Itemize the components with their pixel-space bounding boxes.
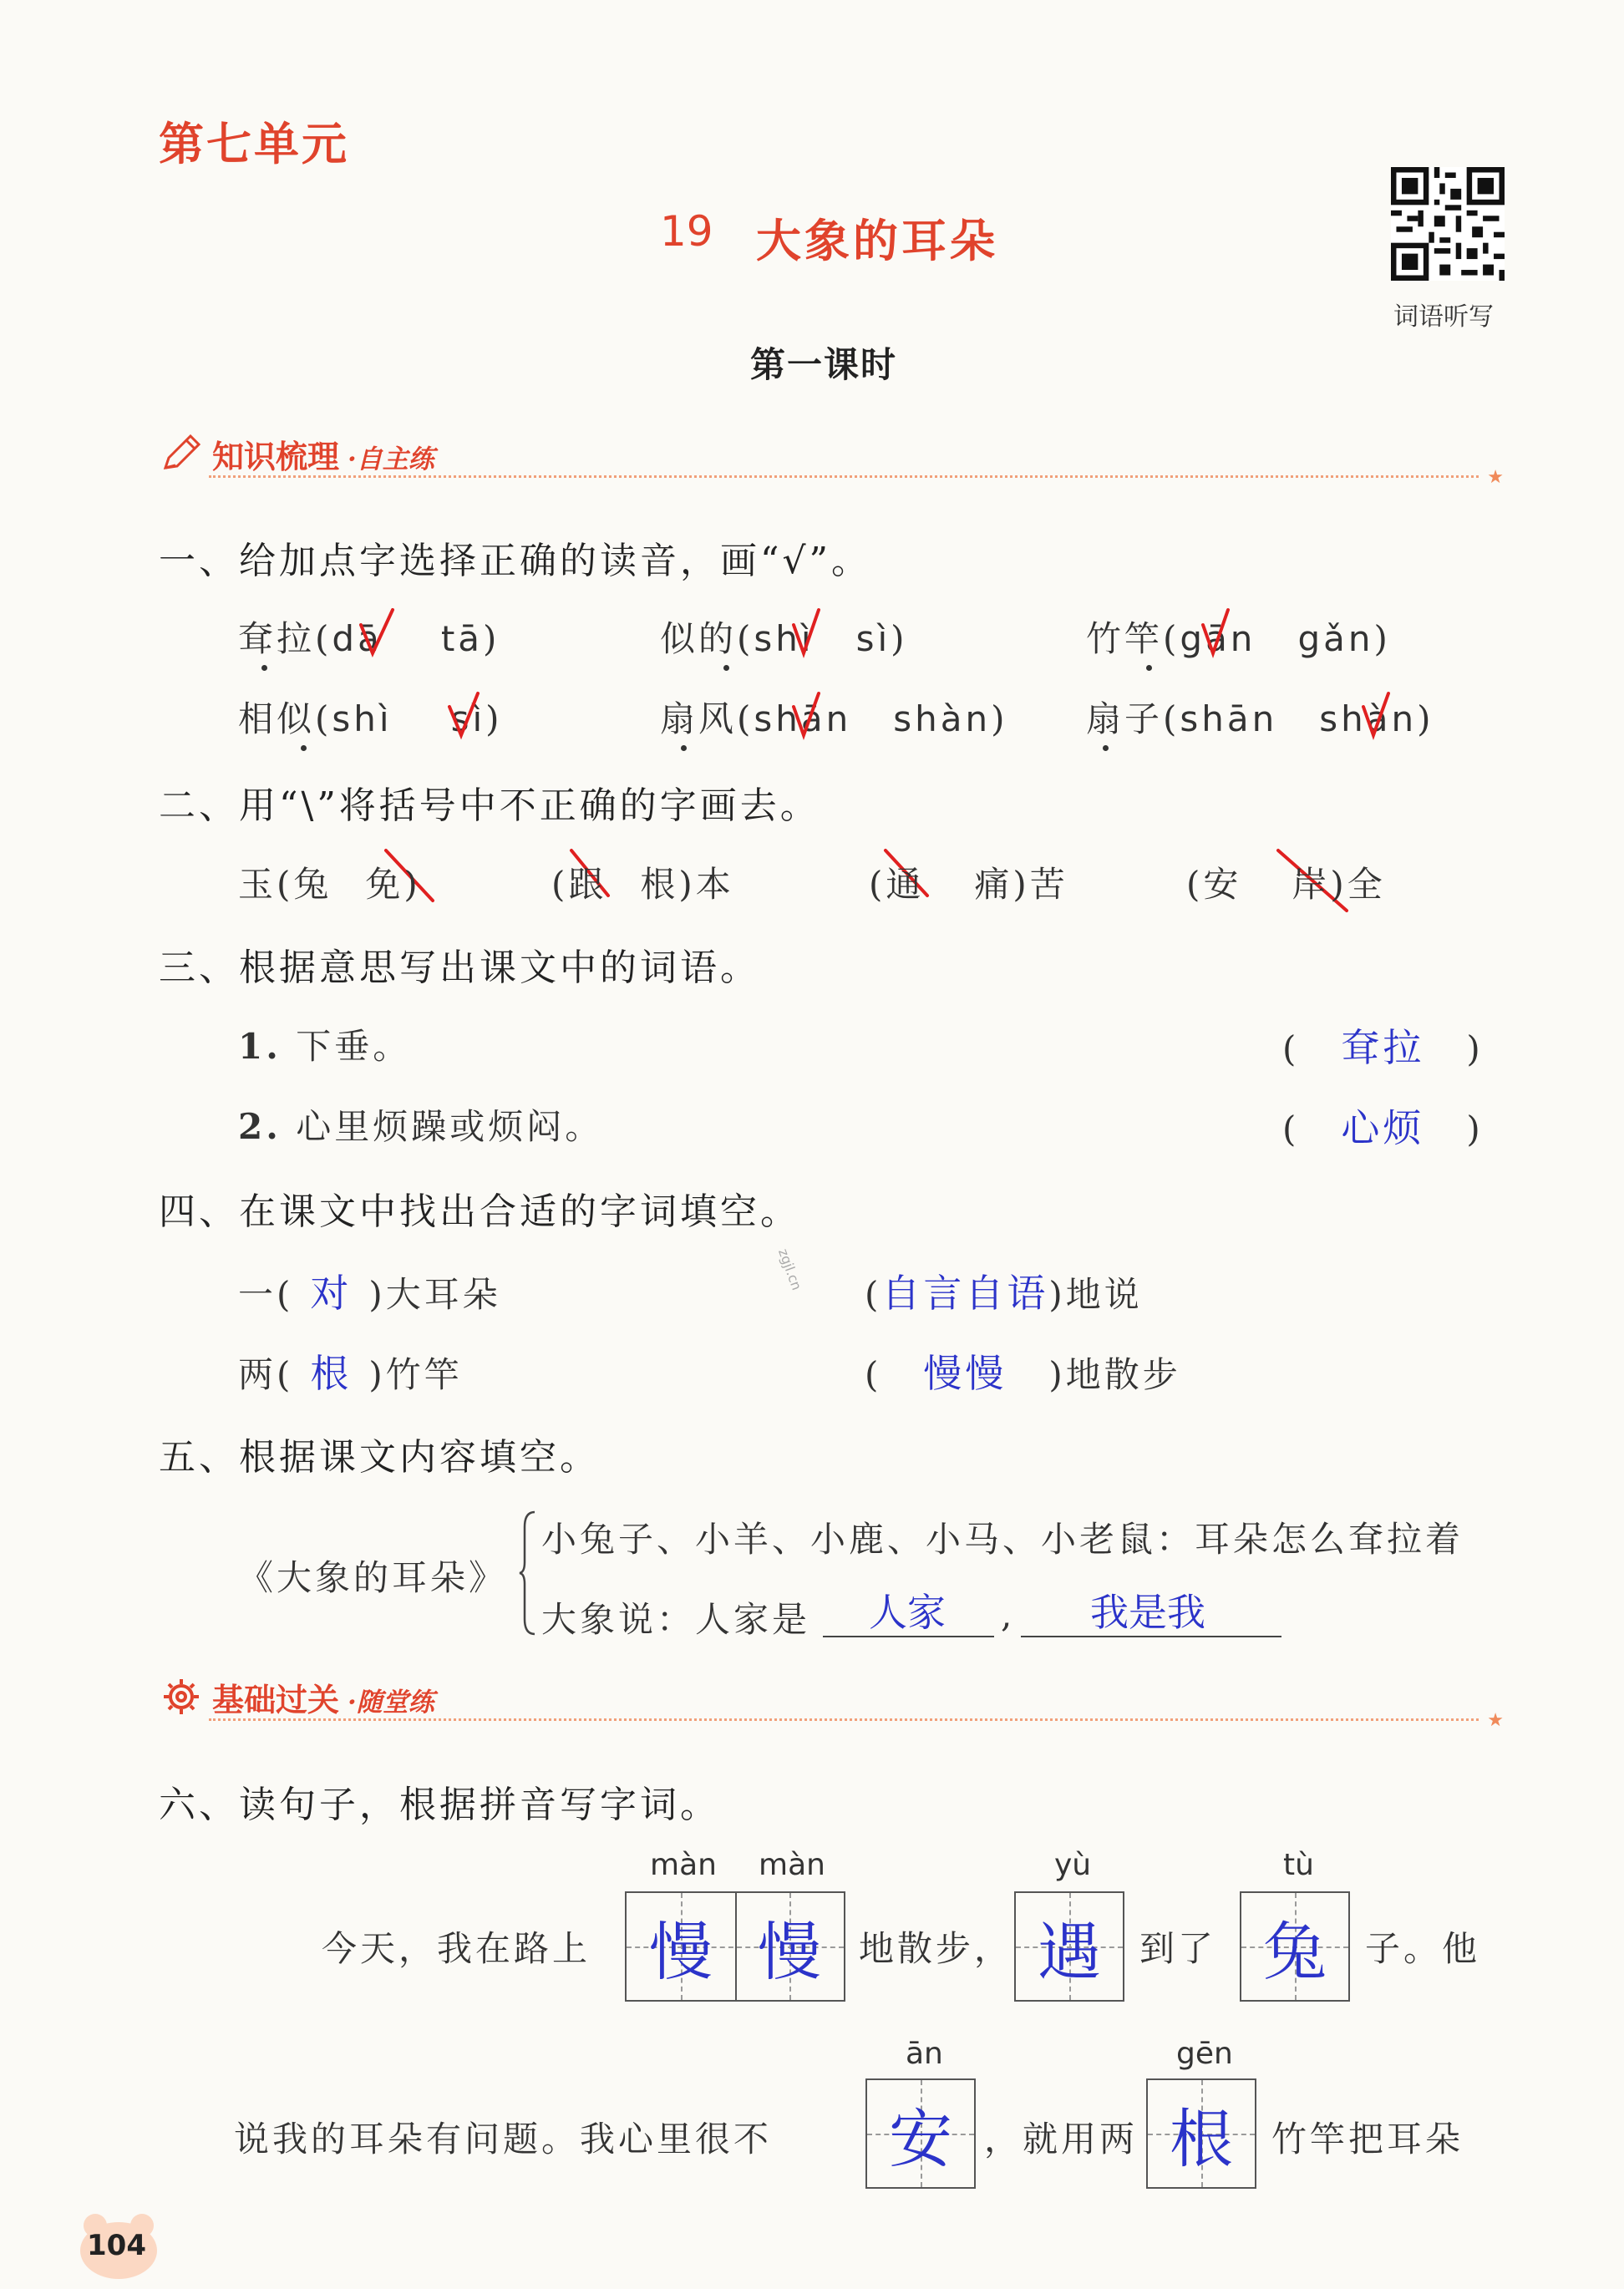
- q1-item-4: [238, 692, 503, 742]
- lesson-subtitle: 第一课时: [750, 344, 898, 385]
- q2-pre: (: [551, 864, 569, 905]
- section-knowledge-header: [159, 428, 1504, 488]
- q3-answer-1: [1282, 1018, 1484, 1073]
- answer-field[interactable]: 心烦: [1341, 1105, 1425, 1150]
- reading-b[interactable]: sì: [855, 618, 891, 659]
- watermark: zgjl.cn: [775, 1246, 805, 1292]
- paren: ): [483, 618, 500, 659]
- paren: (: [1282, 1028, 1300, 1069]
- q4-post: )竹竿: [368, 1354, 463, 1395]
- pinyin-label: yù: [1054, 1848, 1092, 1882]
- q1-word: 相似: [238, 698, 316, 739]
- paren: ): [991, 698, 1008, 739]
- paren: ): [485, 698, 503, 739]
- q2-post: ): [403, 864, 421, 905]
- q5-line2-text: 大象说：人家是: [541, 1599, 811, 1640]
- item-number: 1.: [238, 1026, 282, 1067]
- char-box[interactable]: [1240, 1891, 1350, 2002]
- question-1-prompt: 一、给加点字选择正确的读音，画“√”。: [159, 540, 872, 582]
- pinyin-label: gēn: [1176, 2037, 1233, 2071]
- paren: ): [1466, 1028, 1484, 1069]
- q2-pre: 玉(: [238, 864, 294, 905]
- char-box[interactable]: [865, 2078, 976, 2189]
- reading-a[interactable]: shì: [332, 698, 393, 739]
- answer-field[interactable]: 对: [310, 1271, 353, 1316]
- q2-post: )本: [678, 864, 734, 905]
- q1-word: 耷拉: [238, 618, 316, 659]
- answer-field[interactable]: 慢慢: [923, 1351, 1007, 1396]
- choice-b[interactable]: 根: [640, 864, 679, 905]
- gear-icon: [159, 1674, 204, 1719]
- q4-pre: 一(: [238, 1274, 294, 1315]
- star-icon: ★: [1487, 1710, 1504, 1731]
- reading-a[interactable]: shān: [1180, 698, 1278, 739]
- q1-word: 扇子: [1086, 698, 1164, 739]
- q1-word: 扇风: [660, 698, 738, 739]
- section-title: 知识梳理: [212, 438, 340, 475]
- reading-a[interactable]: shì: [754, 618, 815, 659]
- q1-word: 竹竿: [1086, 618, 1164, 659]
- q2-post: )全: [1330, 864, 1386, 905]
- comma: ,: [1001, 1594, 1016, 1635]
- pinyin-label: màn: [650, 1848, 717, 1882]
- emphasis-dot: [1146, 665, 1152, 671]
- q4-post: )地散步: [1048, 1354, 1181, 1395]
- choice-a[interactable]: 通: [886, 864, 925, 905]
- answer-field[interactable]: 根: [310, 1351, 353, 1396]
- q4-post: )地说: [1048, 1274, 1143, 1315]
- paren: (: [737, 698, 754, 739]
- paren: ): [1466, 1109, 1484, 1150]
- q2-pre: (: [1186, 864, 1204, 905]
- paren: (: [315, 698, 332, 739]
- q3-item-2: [238, 1099, 603, 1150]
- char-box-double[interactable]: [625, 1891, 845, 2002]
- char-box[interactable]: [1146, 2078, 1256, 2189]
- q1-item-6: [1086, 692, 1434, 742]
- written-char: 根: [1170, 2101, 1233, 2176]
- emphasis-dot: [723, 665, 729, 671]
- q5-answer-2[interactable]: 我是我: [1090, 1590, 1205, 1635]
- reading-a[interactable]: shān: [754, 698, 852, 739]
- section-subtitle: ·随堂练: [348, 1688, 434, 1718]
- pinyin-label: ān: [906, 2037, 943, 2071]
- section-basics-header: [159, 1671, 1504, 1731]
- choice-b[interactable]: 岸: [1292, 864, 1331, 905]
- reading-b[interactable]: tā: [440, 618, 484, 659]
- choice-a[interactable]: 跟: [568, 864, 607, 905]
- definition: 下垂。: [296, 1026, 412, 1067]
- q4-item-4: [865, 1343, 1181, 1398]
- q5-line-2: [541, 1592, 810, 1642]
- section-divider: [209, 1718, 1479, 1721]
- pinyin-label: màn: [759, 1848, 825, 1882]
- answer-field[interactable]: 耷拉: [1341, 1025, 1425, 1070]
- q1-item-2: [660, 612, 908, 662]
- lesson-number: 19: [660, 207, 713, 256]
- pinyin-label: tù: [1283, 1848, 1314, 1882]
- sentence-text: 说我的耳朵有问题。我心里很不: [234, 2119, 773, 2160]
- reading-b[interactable]: shàn: [1319, 698, 1418, 739]
- qr-caption: 词语听写: [1393, 302, 1494, 332]
- q1-item-1: [238, 612, 500, 662]
- q2-post: )苦: [1012, 864, 1068, 905]
- section-divider: [209, 475, 1479, 478]
- question-2-prompt: 二、用“\”将括号中不正确的字画去。: [159, 784, 820, 827]
- question-5-prompt: 五、根据课文内容填空。: [159, 1436, 600, 1479]
- q4-pre: (: [865, 1354, 882, 1395]
- lesson-title: 大象的耳朵: [756, 214, 998, 267]
- paren: ): [1417, 698, 1434, 739]
- item-number: 2.: [238, 1106, 282, 1147]
- q3-item-1: [238, 1019, 411, 1069]
- paren: ): [1373, 618, 1391, 659]
- emphasis-dot: [1103, 745, 1109, 751]
- sentence-text: 竹竿把耳朵: [1271, 2119, 1464, 2160]
- q3-answer-2: [1282, 1098, 1484, 1153]
- question-3-prompt: 三、根据意思写出课文中的词语。: [159, 947, 760, 989]
- q4-pre: (: [865, 1274, 882, 1315]
- emphasis-dot: [681, 745, 687, 751]
- paren: (: [1163, 618, 1180, 659]
- star-icon: ★: [1487, 467, 1504, 488]
- q5-answer-1[interactable]: 人家: [869, 1590, 946, 1635]
- reading-b[interactable]: sì: [450, 698, 486, 739]
- q2-item-4: [1186, 857, 1386, 907]
- question-6-prompt: 六、读句子，根据拼音写字词。: [159, 1784, 720, 1826]
- paren: ): [891, 618, 908, 659]
- paren: (: [1163, 698, 1180, 739]
- q4-item-3: [238, 1343, 463, 1398]
- brace-icon: [518, 1510, 538, 1636]
- unit-title: 第七单元: [159, 117, 349, 170]
- paren: (: [737, 618, 754, 659]
- written-char: 遇: [1038, 1914, 1101, 1989]
- sentence-text: 到了: [1139, 1928, 1217, 1969]
- choice-b[interactable]: 免: [365, 864, 404, 905]
- paren: (: [315, 618, 332, 659]
- q4-pre: 两(: [238, 1354, 294, 1395]
- book-title: 《大象的耳朵》: [238, 1557, 508, 1598]
- reading-b[interactable]: shàn: [893, 698, 992, 739]
- q2-pre: (: [869, 864, 886, 905]
- choice-b[interactable]: 痛: [974, 864, 1013, 905]
- reading-b[interactable]: gǎn: [1297, 618, 1374, 659]
- q1-item-3: [1086, 612, 1391, 662]
- reading-a[interactable]: dā: [332, 618, 383, 659]
- section-subtitle: ·自主练: [348, 444, 434, 475]
- answer-field[interactable]: 自言自语: [881, 1271, 1049, 1316]
- q1-word: 似的: [660, 618, 738, 659]
- choice-a[interactable]: 兔: [293, 864, 332, 905]
- q2-item-3: [869, 857, 1068, 907]
- q4-item-2: [865, 1263, 1143, 1318]
- written-char: 兔: [1263, 1914, 1327, 1989]
- written-char: 慢: [758, 1914, 821, 1989]
- page-number: 104: [87, 2229, 146, 2262]
- char-box[interactable]: [1014, 1891, 1124, 2002]
- emphasis-dot: [261, 665, 267, 671]
- sentence-text: 地散步，: [859, 1928, 1013, 1969]
- written-char: 慢: [649, 1914, 713, 1989]
- written-char: 安: [889, 2101, 952, 2176]
- pencil-icon: [159, 431, 204, 476]
- qr-code-icon[interactable]: [1391, 167, 1505, 281]
- q5-line-1: 小兔子、小羊、小鹿、小马、小老鼠：耳朵怎么耷拉着: [541, 1519, 1464, 1560]
- paren: (: [1282, 1109, 1300, 1150]
- sentence-text: 子。他: [1365, 1928, 1481, 1969]
- choice-a[interactable]: 安: [1203, 864, 1242, 905]
- emphasis-dot: [301, 745, 307, 751]
- q4-post: )大耳朵: [368, 1274, 501, 1315]
- reading-a[interactable]: gān: [1180, 618, 1256, 659]
- q1-item-5: [660, 692, 1008, 742]
- q4-item-1: [238, 1263, 501, 1318]
- sentence-text: ，就用两: [984, 2119, 1139, 2160]
- sentence-text: 今天，我在路上: [322, 1928, 591, 1969]
- question-4-prompt: 四、在课文中找出合适的字词填空。: [159, 1190, 800, 1233]
- q2-item-1: [238, 857, 421, 907]
- definition: 心里烦躁或烦闷。: [296, 1106, 604, 1147]
- section-title: 基础过关: [212, 1681, 340, 1718]
- q2-item-2: [551, 857, 734, 907]
